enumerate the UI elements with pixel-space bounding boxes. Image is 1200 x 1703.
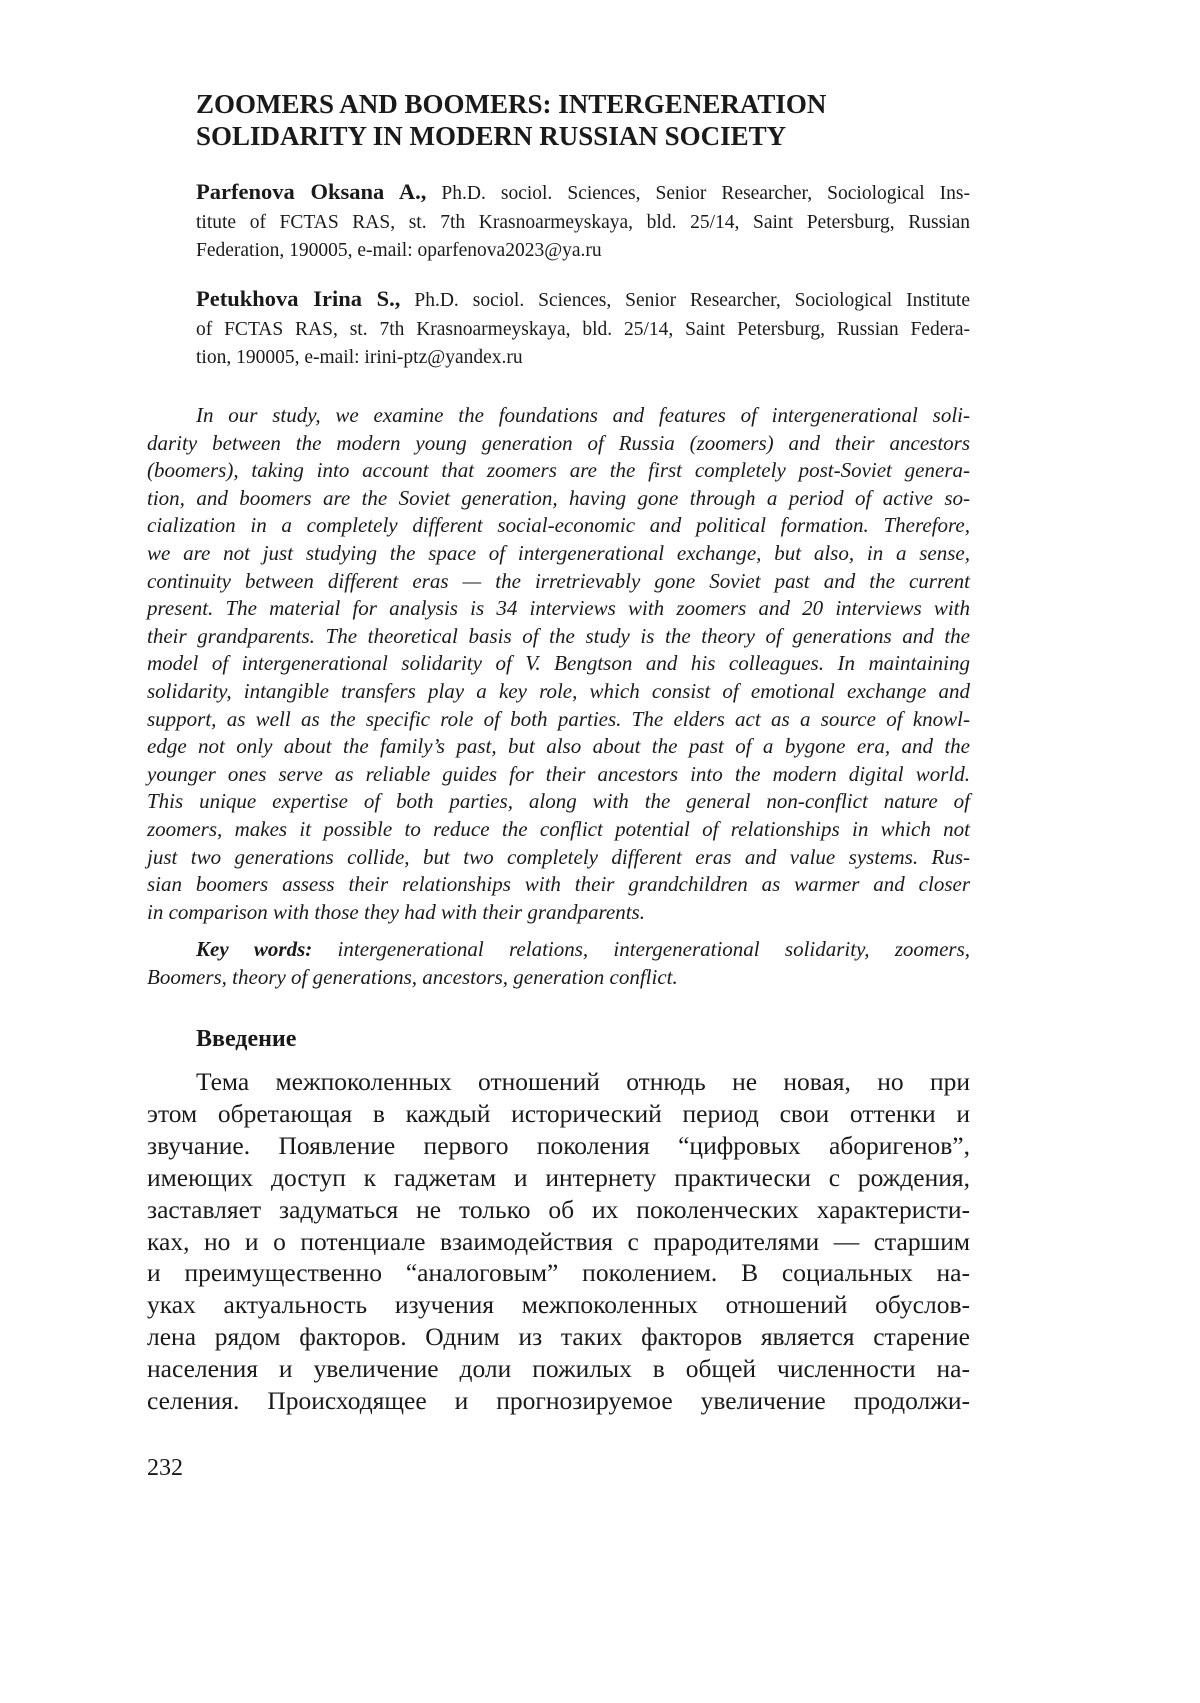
abstract-line: darity between the modern young generation of Russia (zoomers) and their ancestors (147, 430, 970, 458)
author-name: Parfenova Oksana A., (196, 179, 426, 204)
title-line: SOLIDARITY IN MODERN RUSSIAN SOCIETY (196, 120, 996, 152)
title-line: ZOOMERS AND BOOMERS: INTERGENERATION (196, 88, 996, 120)
author-info (196, 285, 970, 373)
abstract-line: tion, and boomers are the Soviet generation, having gone through a period of active so- (147, 485, 970, 513)
abstract-line: younger ones serve as reliable guides for their ancestors into the modern digital world. (147, 761, 970, 789)
author-affiliation: Federation, 190005, e-mail: oparfenova2023@ya.ru (196, 237, 970, 266)
abstract-line: zoomers, makes it possible to reduce the conflict potential of relationships in which not (147, 816, 970, 844)
abstract-line: In our study, we examine the foundations and features of intergenerational soli- (147, 402, 970, 430)
abstract-line: present. The material for analysis is 34 interviews with zoomers and 20 interviews with (147, 595, 970, 623)
body-text-line: населения и увеличение доли пожилых в общей численности на- (147, 1353, 970, 1385)
author-affiliation: tion, 190005, e-mail: irini-ptz@yandex.ru (196, 344, 970, 373)
abstract-line: their grandparents. The theoretical basis of the study is the theory of generations and the (147, 623, 970, 651)
body-text-line: селения. Происходящее и прогнозируемое увеличение продолжи- (147, 1385, 970, 1417)
abstract-line: cialization in a completely different social-economic and political formation. Therefore, (147, 512, 970, 540)
abstract-line: This unique expertise of both parties, along with the general non-conflict nature of (147, 788, 970, 816)
body-text-line: заставляет задуматься не только об их поколенческих характеристи- (147, 1194, 970, 1226)
body-text-line: ках, но и о потенциале взаимодействия с прародителями — старшим (147, 1226, 970, 1258)
page-number: 232 (147, 1455, 970, 1482)
abstract-line: sian boomers assess their relationships with their grandchildren as warmer and closer (147, 871, 970, 899)
body-text-line: лена рядом факторов. Одним из таких факторов является старение (147, 1321, 970, 1353)
keywords-text: Boomers, theory of generations, ancestors, generation conflict. (147, 963, 970, 991)
keywords-text: intergenerational relations, intergenerational solidarity, zoomers, (338, 937, 970, 961)
abstract-line: continuity between different eras — the irretrievably gone Soviet past and the current (147, 568, 970, 596)
author-name: Petukhova Irina S., (196, 286, 400, 311)
body-text-line: звучание. Появление первого поколения “цифровых аборигенов”, (147, 1130, 970, 1162)
abstract (147, 402, 970, 926)
author-affiliation: Ph.D. sociol. Sciences, Senior Researcher, Sociological Ins- (441, 183, 970, 204)
intro-paragraph (147, 1066, 970, 1417)
abstract-line: in comparison with those they had with their grandparents. (147, 899, 970, 927)
abstract-line: (boomers), taking into account that zoomers are the first completely post-Soviet genera- (147, 457, 970, 485)
author-affiliation: titute of FCTAS RAS, st. 7th Krasnoarmeyskaya, bld. 25/14, Saint Petersburg, Russian (196, 209, 970, 238)
article-title (196, 88, 996, 152)
author-info (196, 178, 970, 266)
abstract-line: solidarity, intangible transfers play a key role, which consist of emotional exchange and (147, 678, 970, 706)
body-text-line: этом обретающая в каждый исторический период свои оттенки и (147, 1098, 970, 1130)
abstract-line: support, as well as the specific role of both parties. The elders act as a source of knowl- (147, 706, 970, 734)
abstract-line: model of intergenerational solidarity of V. Bengtson and his colleagues. In maintaining (147, 650, 970, 678)
abstract-line: we are not just studying the space of intergenerational exchange, but also, in a sense, (147, 540, 970, 568)
author-affiliation: of FCTAS RAS, st. 7th Krasnoarmeyskaya, bld. 25/14, Saint Petersburg, Russian Federa- (196, 316, 970, 345)
abstract-line: just two generations collide, but two completely different eras and value systems. Rus- (147, 844, 970, 872)
keywords-label: Key words: (196, 937, 312, 961)
author-affiliation: Ph.D. sociol. Sciences, Senior Researcher, Sociological Institute (414, 290, 970, 311)
abstract-line: edge not only about the family’s past, but also about the past of a bygone era, and the (147, 733, 970, 761)
body-text-line: Тема межпоколенных отношений отнюдь не новая, но при (147, 1066, 970, 1098)
body-text-line: уках актуальность изучения межпоколенных отношений обуслов- (147, 1289, 970, 1321)
body-text-line: и преимущественно “аналоговым” поколением. В социальных на- (147, 1257, 970, 1289)
body-text-line: имеющих доступ к гаджетам и интернету практически с рождения, (147, 1162, 970, 1194)
section-heading: Введение (196, 1026, 1019, 1053)
keywords (147, 935, 970, 991)
